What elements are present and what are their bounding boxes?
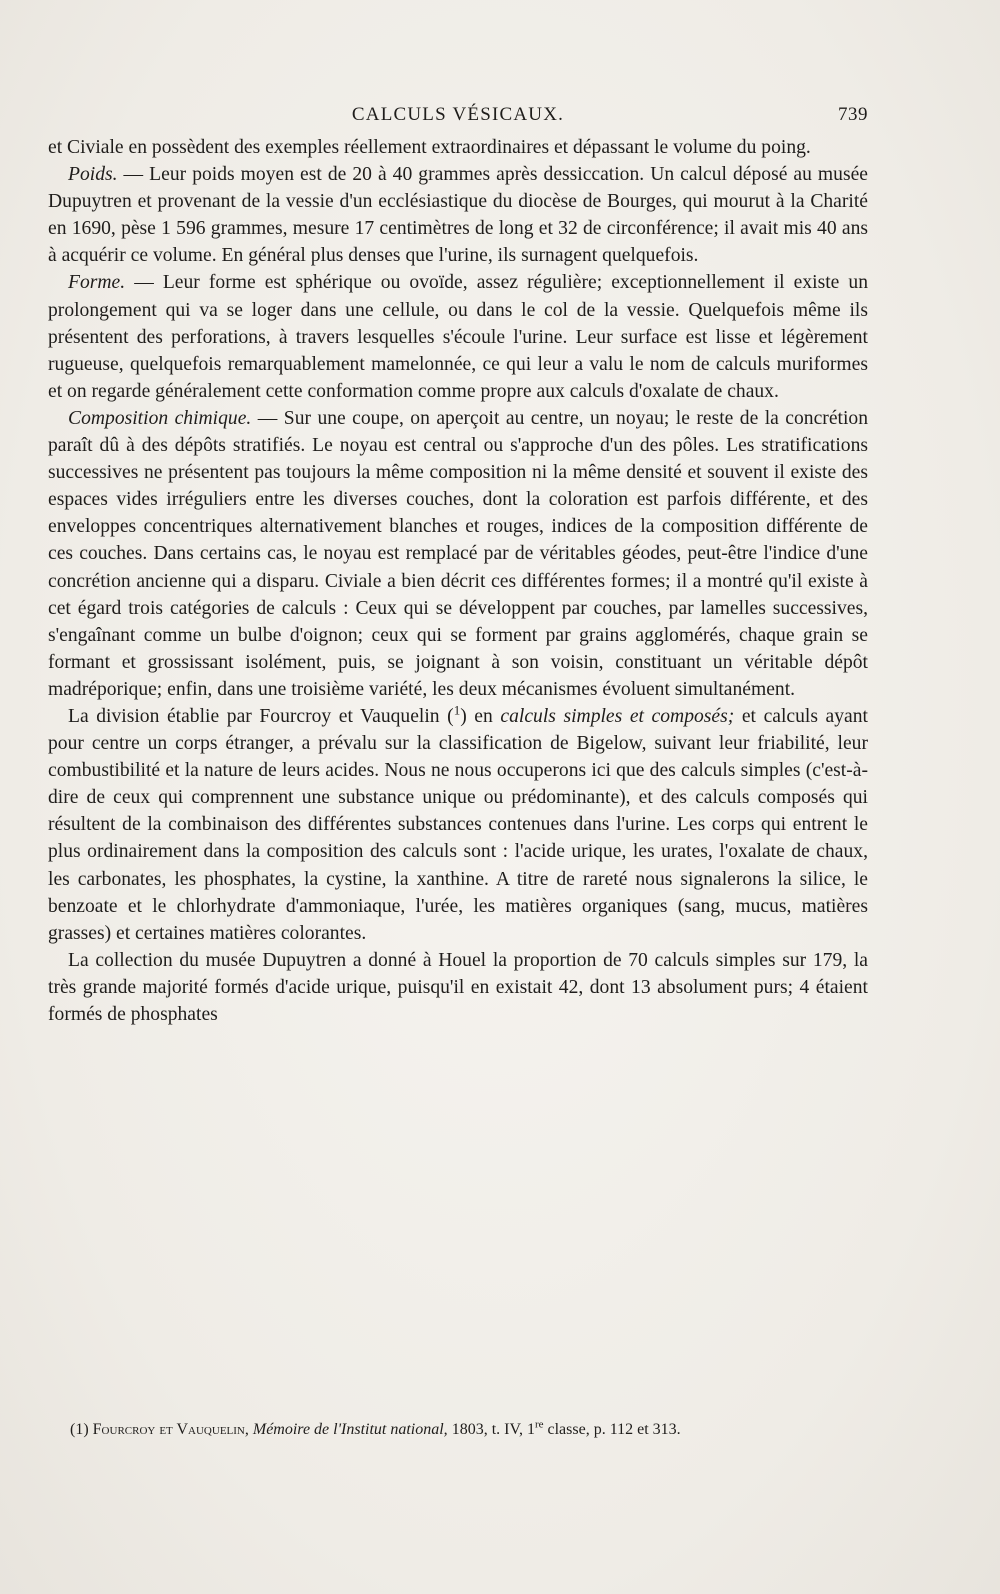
paragraph-text: et Civiale en possèdent des exemples réellement extraordinaires et dépassant le volume du poing.: [48, 137, 811, 158]
section-label-poids: Poids.: [68, 164, 118, 186]
section-label-forme: Forme.: [68, 272, 126, 294]
page-number: 739: [838, 104, 868, 125]
running-header: [48, 104, 868, 130]
paragraph-text: — Sur une coupe, on aperçoit au centre, un noyau; le reste de la concrétion paraît dû à des dépôts stratifiés. Le noyau est central ou s'approche d'un des pôles. Les stratifications successives ne présentent pas toujours la même composition ni la même densité et souvent il existe des espaces vides irréguliers entre les diverses couches, dont la coloration est parfois différente, et des enveloppes concentriques alternativement blanches et rouges, indices de la composition différente de ces couches. Dans certains cas, le noyau est remplacé par de véritables géodes, peut-être l'indice d'une concrétion ancienne qui a disparu. Civiale a bien décrit ces différentes formes; il a montré qu'il existe à cet égard trois catégories de calculs : Ceux qui se développent par couches, par lamelles successives, s'engaînant comme un bulbe d'oignon; ceux qui se forment par grains agglomérés, chaque grain se formant et grossissant isolément, puis, se joignant à son voisin, constituant un véritable dépôt madréporique; enfin, dans une troisième variété, les deux mécanismes évoluent simultanément.: [48, 407, 869, 700]
footnote-sup: re: [534, 1418, 544, 1431]
paragraph-composition: [48, 405, 868, 703]
paragraph-text: — Leur poids moyen est de 20 à 40 grammes après dessiccation. Un calcul déposé au musée Dupuytren et provenant de la vessie d'un ecclésiastique du diocèse de Bourges, qui mourut à la Charité en 1690, pèse 1 596 grammes, mesure 17 centimètres de long et 32 de circonférence; il avait mis 40 ans à acquérir ce volume. En général plus denses que l'urine, ils surnagent quelquefois.: [48, 164, 868, 267]
footnote-ref: 1: [453, 702, 461, 718]
paragraph-text: ) en: [460, 705, 501, 727]
footnote-rest: classe, p. 112 et 313.: [543, 1421, 681, 1438]
body-text: [48, 134, 868, 1028]
paragraph-text: — Leur forme est sphérique ou ovoïde, assez régulière; exceptionnellement il existe un prolongement qui va se loger dans une cellule, ou dans le col de la vessie. Quelquefois même ils présentent des perforations, à travers lesquelles s'écoule l'urine. Leur surface est lisse et légèrement rugueuse, quelquefois remarquablement mamelonnée, ce qui leur a valu le nom de calculs muriformes et on regarde généralement cette conformation comme propre aux calculs d'oxalate de chaux.: [48, 272, 868, 402]
paragraph-collection: [48, 947, 868, 1028]
paragraph-division: [48, 703, 868, 947]
section-label-composition: Composition chimique.: [68, 407, 252, 429]
paragraph-forme: [48, 269, 868, 404]
paragraph-poids: [48, 161, 868, 269]
footnote-marker: (1): [70, 1421, 89, 1438]
footnote: [70, 1420, 880, 1440]
paragraph-text: La collection du musée Dupuytren a donné à Houel la proportion de 70 calculs simples sur 179, la très grande majorité formés d'acide urique, puisqu'il en existait 42, dont 13 absolument purs; 4 étaient formés de phosphates: [48, 949, 868, 1025]
footnote-rest: 1803, t. IV, 1: [447, 1421, 535, 1438]
paragraph-text: et calculs ayant pour centre un corps étranger, a prévalu sur la classification de Bigelow, suivant leur friabilité, leur combustibilité et la nature de leurs acides. Nous ne nous occuperons ici que des calculs simples (c'est-à-dire de ceux qui comprennent une substance unique ou prédominante), et des calculs composés qui résultent de la combinaison des différentes substances contenues dans l'urine. Les corps qui entrent le plus ordinairement dans la composition des calculs sont : l'acide urique, les urates, l'oxalate de chaux, les carbonates, les phosphates, la cystine, la xanthine. A titre de rareté nous signalerons la silice, le benzoate et le chlorhydrate d'ammoniaque, l'urée, les matières organiques (sang, mucus, matières grasses) et certaines matières colorantes.: [48, 705, 868, 944]
paragraph-continuation: [48, 134, 868, 161]
footnote-authors: Fourcroy et Vauquelin,: [92, 1421, 249, 1438]
running-title: CALCULS VÉSICAUX.: [351, 104, 565, 125]
emphasis-text: calculs simples et composés;: [500, 705, 735, 727]
footnote-title: Mémoire de l'Institut national,: [252, 1421, 448, 1438]
paragraph-text: La division établie par Fourcroy et Vauquelin (: [68, 705, 454, 727]
